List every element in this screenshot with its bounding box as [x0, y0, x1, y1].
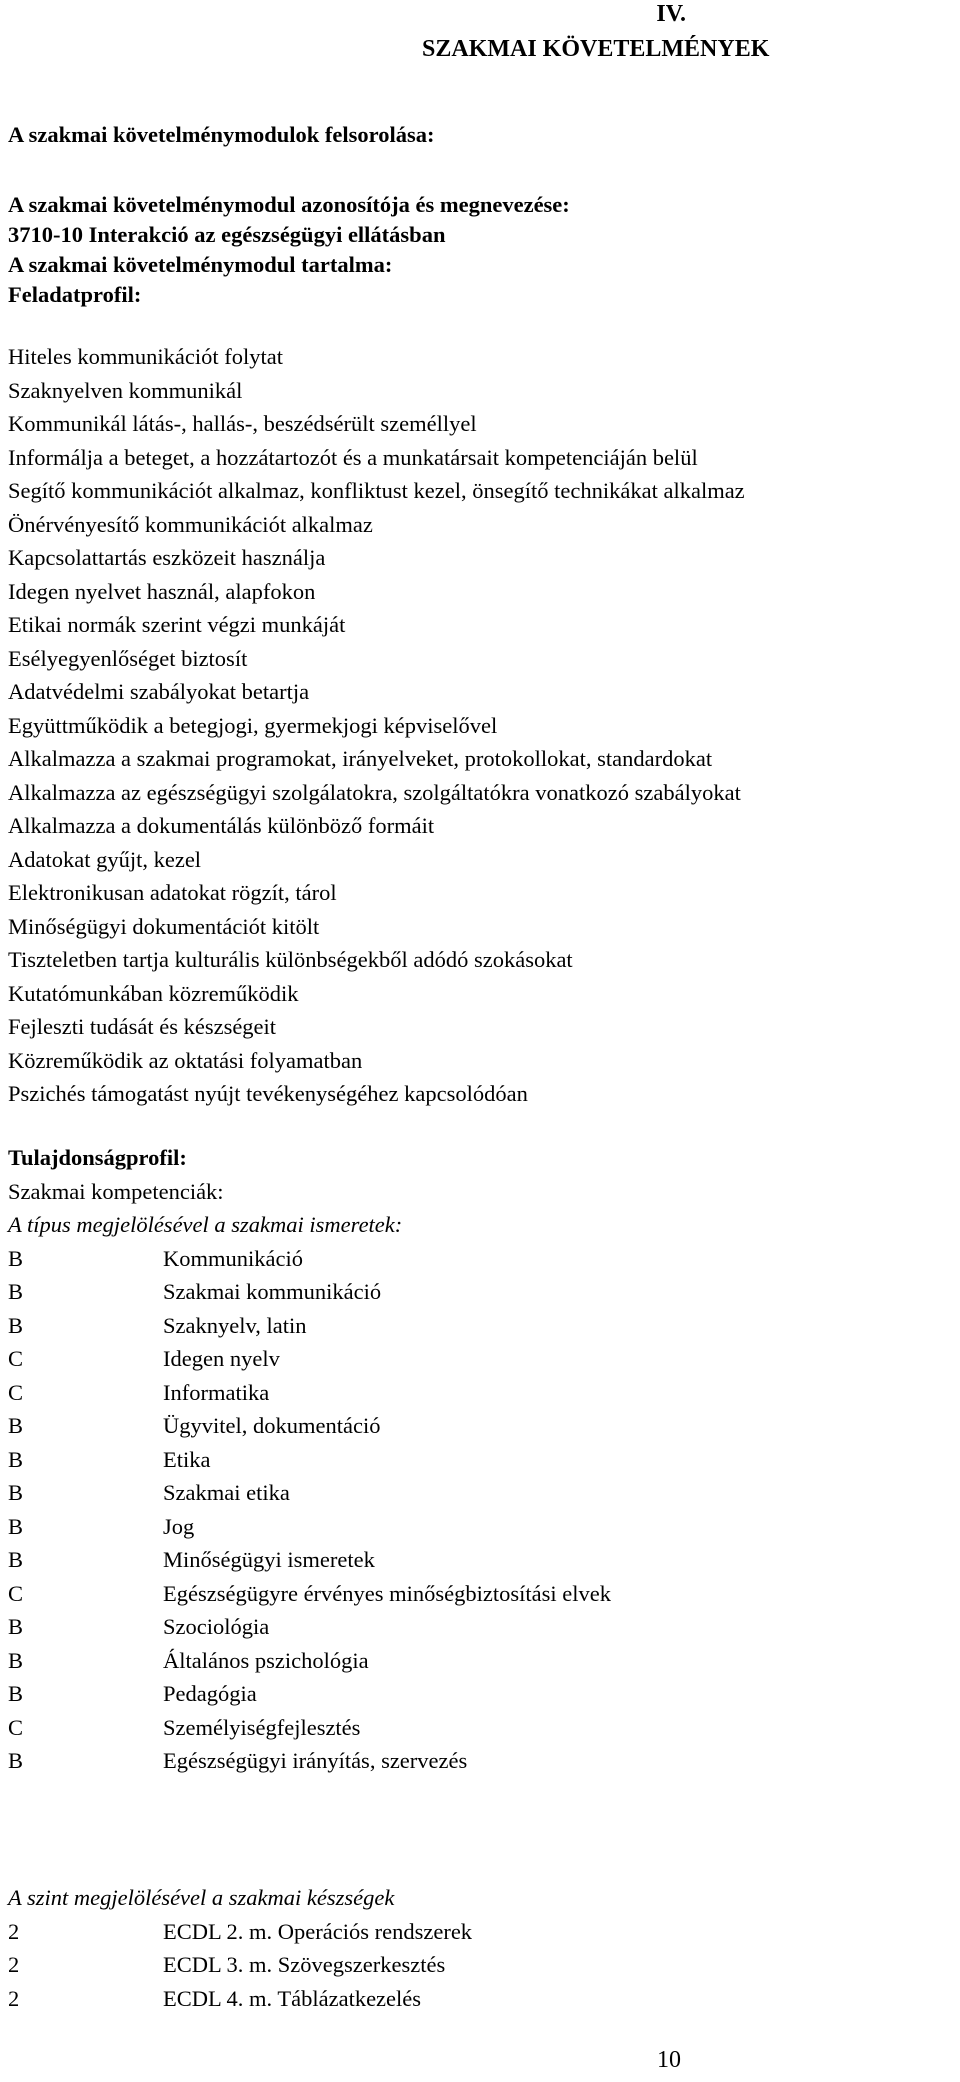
task-item: Alkalmazza az egészségügyi szolgálatokra, szolgáltatókra vonatkozó szabályokat: [8, 779, 741, 805]
knowledge-name: Szakmai kommunikáció: [163, 1279, 382, 1304]
task-item: Együttműködik a betegjogi, gyermekjogi képviselővel: [8, 712, 498, 738]
knowledge-row: [8, 1677, 611, 1711]
knowledge-row: [8, 1342, 611, 1376]
knowledge-row: [8, 1644, 611, 1678]
task-item: Kutatómunkában közreműködik: [8, 980, 299, 1006]
task-item: Fejleszti tudását és készségeit: [8, 1014, 277, 1039]
task-item: Esélyegyenlőséget biztosít: [8, 645, 248, 671]
knowledge-name: Szociológia: [163, 1614, 270, 1639]
knowledge-level: C: [8, 1580, 24, 1606]
module-id-heading: A szakmai követelménymodul azonosítója és megnevezése:: [8, 192, 570, 217]
task-item: Etikai normák szerint végzi munkáját: [8, 612, 346, 637]
task-item: Adatvédelmi szabályokat betartja: [8, 679, 310, 704]
knowledge-row: [8, 1376, 611, 1410]
skills-heading: A szint megjelölésével a szakmai készségek: [8, 1885, 395, 1910]
task-item: Közreműködik az oktatási folyamatban: [8, 1047, 363, 1073]
knowledge-name: Ügyvitel, dokumentáció: [163, 1413, 381, 1438]
property-profile-heading: Tulajdonságprofil:: [8, 1145, 187, 1170]
knowledge-level: B: [8, 1748, 24, 1773]
knowledge-name: Minőségügyi ismeretek: [163, 1547, 375, 1572]
knowledge-row: [8, 1577, 611, 1611]
knowledge-row: [8, 1409, 611, 1443]
task-item: Minőségügyi dokumentációt kitölt: [8, 913, 320, 939]
knowledge-row: [8, 1443, 611, 1477]
task-item: Szaknyelven kommunikál: [8, 377, 243, 403]
knowledge-level: B: [8, 1413, 24, 1438]
knowledge-level: B: [8, 1245, 24, 1271]
knowledge-level: C: [8, 1346, 24, 1371]
knowledge-level: C: [8, 1714, 24, 1740]
knowledge-row: [8, 1275, 611, 1309]
skill-name: ECDL 3. m. Szövegszerkesztés: [163, 1952, 446, 1977]
module-content-heading: A szakmai követelménymodul tartalma:: [8, 252, 393, 277]
knowledge-name: Szaknyelv, latin: [163, 1312, 307, 1338]
task-item: Alkalmazza a szakmai programokat, irányelveket, protokollokat, standardokat: [8, 746, 713, 771]
knowledge-row: [8, 1476, 611, 1510]
chapter-title: SZAKMAI KÖVETELMÉNYEK: [422, 36, 770, 62]
task-item: Kommunikál látás-, hallás-, beszédsérült személlyel: [8, 411, 477, 436]
knowledge-list: [8, 1242, 611, 1778]
task-item: Segítő kommunikációt alkalmaz, konfliktust kezel, önsegítő technikákat alkalmaz: [8, 478, 745, 503]
task-item: Informálja a beteget, a hozzátartozót és a munkatársait kompetenciáján belül: [8, 444, 698, 470]
knowledge-name: Etika: [163, 1446, 211, 1472]
modules-heading-block: [8, 118, 434, 152]
knowledge-name: Általános pszichológia: [163, 1647, 369, 1673]
knowledge-level: B: [8, 1647, 24, 1673]
task-item: Hiteles kommunikációt folytat: [8, 344, 283, 369]
task-item: Tiszteletben tartja kulturális különbségekből adódó szokásokat: [8, 947, 573, 972]
knowledge-level: B: [8, 1547, 24, 1572]
page-number: 10: [657, 2047, 681, 2073]
knowledge-level: B: [8, 1446, 24, 1472]
knowledge-name: Egészségügyi irányítás, szervezés: [163, 1748, 468, 1773]
knowledge-level: B: [8, 1480, 24, 1505]
knowledge-name: Kommunikáció: [163, 1245, 303, 1271]
knowledge-level: B: [8, 1681, 24, 1706]
knowledge-level: B: [8, 1614, 24, 1639]
knowledge-name: Idegen nyelv: [163, 1346, 280, 1371]
chapter-number: IV.: [656, 1, 686, 27]
knowledge-name: Egészségügyre érvényes minőségbiztosítási elvek: [163, 1580, 611, 1606]
knowledge-row: [8, 1744, 611, 1778]
knowledge-heading: A típus megjelölésével a szakmai ismeretek:: [8, 1212, 403, 1237]
task-item: Kapcsolattartás eszközeit használja: [8, 545, 326, 570]
skill-row: [8, 1982, 472, 2016]
skills-block: [8, 1881, 472, 2015]
knowledge-level: B: [8, 1312, 24, 1338]
knowledge-name: Informatika: [163, 1379, 270, 1405]
skills-list: [8, 1915, 472, 2016]
knowledge-name: Személyiségfejlesztés: [163, 1714, 361, 1740]
skill-row: [8, 1948, 472, 1982]
module-info-block: [8, 190, 570, 310]
knowledge-row: [8, 1510, 611, 1544]
knowledge-row: [8, 1543, 611, 1577]
competencies-label: Szakmai kompetenciák:: [8, 1178, 224, 1204]
knowledge-row: [8, 1242, 611, 1276]
knowledge-row: [8, 1711, 611, 1745]
knowledge-level: B: [8, 1279, 24, 1304]
task-item: Adatokat gyűjt, kezel: [8, 846, 202, 872]
skill-level: 2: [8, 1952, 20, 1977]
property-profile-block: [8, 1141, 611, 1778]
knowledge-level: C: [8, 1379, 24, 1405]
task-item: Önérvényesítő kommunikációt alkalmaz: [8, 511, 373, 537]
skill-level: 2: [8, 1985, 20, 2011]
task-item: Alkalmazza a dokumentálás különböző formáit: [8, 813, 435, 838]
module-id-name: 3710-10 Interakció az egészségügyi ellátásban: [8, 222, 446, 247]
knowledge-row: [8, 1309, 611, 1343]
knowledge-row: [8, 1610, 611, 1644]
task-item: Elektronikusan adatokat rögzít, tárol: [8, 880, 337, 905]
task-item: Pszichés támogatást nyújt tevékenységéhez kapcsolódóan: [8, 1081, 528, 1106]
knowledge-name: Pedagógia: [163, 1681, 257, 1706]
task-list: [8, 340, 745, 1111]
skill-row: [8, 1915, 472, 1949]
skill-level: 2: [8, 1918, 20, 1944]
skill-name: ECDL 2. m. Operációs rendszerek: [163, 1918, 473, 1944]
modules-heading: A szakmai követelménymodulok felsorolása:: [8, 122, 435, 147]
skill-name: ECDL 4. m. Táblázatkezelés: [163, 1985, 422, 2011]
task-item: Idegen nyelvet használ, alapfokon: [8, 578, 316, 604]
task-profile-heading: Feladatprofil:: [8, 282, 142, 307]
knowledge-name: Jog: [163, 1513, 195, 1539]
knowledge-level: B: [8, 1513, 24, 1539]
knowledge-name: Szakmai etika: [163, 1480, 290, 1505]
